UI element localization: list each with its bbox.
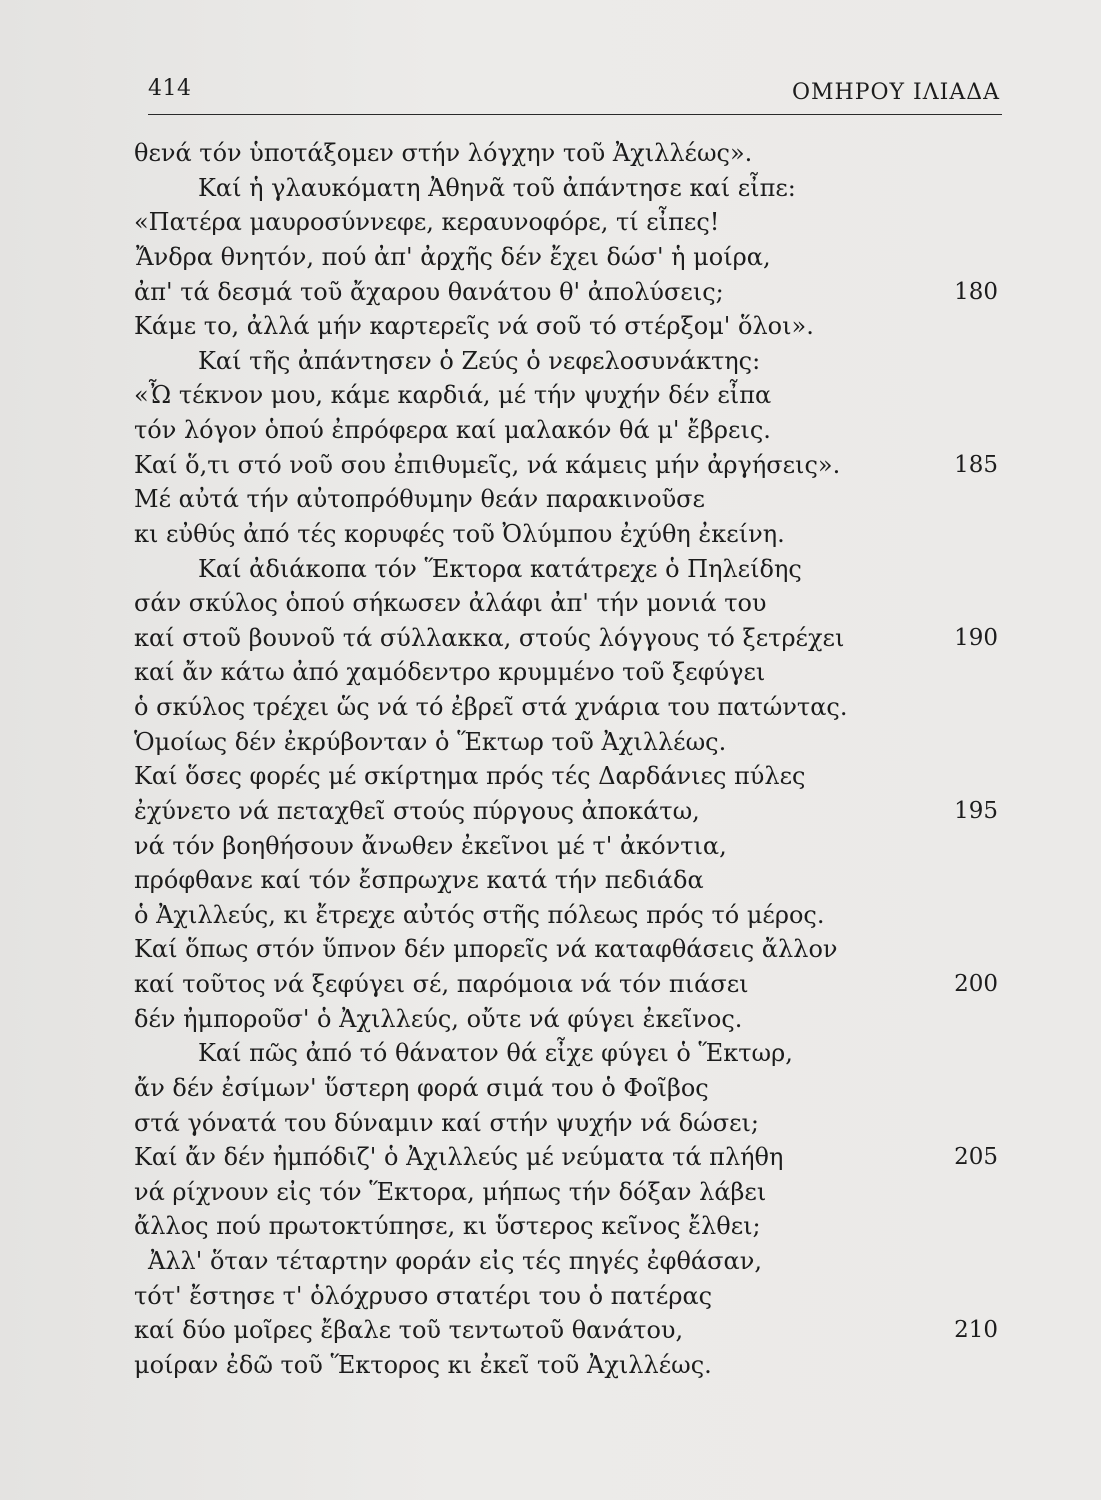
verse-line: ἄν δέν ἐσίμων' ὕστερη φορά σιμά του ὁ Φοῖβος: [134, 1073, 709, 1102]
verse-line: νά τόν βοηθήσουν ἄνωθεν ἐκεῖνοι μέ τ' ἀκόντια,: [134, 831, 727, 860]
verse-line: Μέ αὐτά τήν αὐτοπρόθυμην θεάν παρακινοῦσε: [134, 485, 705, 514]
verse-line: Καί πῶς ἀπό τό θάνατον θά εἶχε φύγει ὁ Ἕκτωρ,: [198, 1039, 793, 1068]
verse-line: πρόφθανε καί τόν ἔσπρωχνε κατά τήν πεδιάδα: [134, 866, 704, 895]
verse-number: 200: [954, 971, 998, 997]
verse-line: Κάμε το, ἀλλά μήν καρτερεῖς νά σοῦ τό στέρξομ' ὅλοι».: [134, 312, 814, 341]
verse-line: Καί ἄν δέν ἠμπόδιζ' ὁ Ἀχιλλεύς μέ νεύματα τά πλήθη 205: [0, 1140, 1101, 1175]
verse-line: τόν λόγον ὁπού ἐπρόφερα καί μαλακόν θά μ' ἔβρεις.: [134, 416, 771, 444]
verse-line: καί στοῦ βουνοῦ τά σύλλακκα, στούς λόγγους τό ξετρέχει 190: [0, 621, 1101, 656]
verse-line: ὁ Ἀχιλλεύς, κι ἔτρεχε αὐτός στῆς πόλεως πρός τό μέρος.: [134, 900, 825, 929]
verse-line: Καί ὅπως στόν ὕπνον δέν μπορεῖς νά καταφθάσεις ἄλλον: [134, 935, 838, 964]
page-header: [148, 70, 1000, 110]
verse-line: ὁ σκύλος τρέχει ὥς νά τό ἐβρεῖ στά χνάρια του πατώντας.: [134, 693, 848, 721]
verse-number: 205: [954, 1144, 998, 1171]
verse-line: Ἀλλ' ὅταν τέταρτην φοράν εἰς τές πηγές ἐφθάσαν,: [148, 1247, 762, 1275]
verse-number: 195: [954, 797, 998, 824]
running-title: ΟΜΗΡΟΥ ΙΛΙΑΔΑ: [791, 80, 1000, 105]
verse-line: ἄλλος πού πρωτοκτύπησε, κι ὕστερος κεῖνος ἔλθει;: [134, 1212, 761, 1241]
verse-line: Καί ἀδιάκοπα τόν Ἕκτορα κατάτρεχε ὁ Πηλείδης: [198, 554, 802, 583]
verse-line: «Ὦ τέκνον μου, κάμε καρδιά, μέ τήν ψυχήν δέν εἶπα: [134, 381, 772, 410]
header-rule: [148, 114, 1002, 115]
verse-number: 180: [954, 278, 998, 305]
verse-line: Καί τῆς ἀπάντησεν ὁ Ζεύς ὁ νεφελοσυνάκτης:: [198, 346, 761, 375]
verse-line: Καί ὅ,τι στό νοῦ σου ἐπιθυμεῖς, νά κάμεις μήν ἀργήσεις». 185: [0, 448, 1101, 483]
verse-line: Ὁμοίως δέν ἐκρύβονταν ὁ Ἕκτωρ τοῦ Ἀχιλλέως.: [134, 727, 727, 756]
verse-line: δέν ἠμποροῦσ' ὁ Ἀχιλλεύς, οὔτε νά φύγει ἐκεῖνος.: [134, 1004, 743, 1033]
verse-line: στά γόνατά του δύναμιν καί στήν ψυχήν νά δώσει;: [134, 1108, 760, 1137]
verse-text-block: [0, 136, 1101, 1383]
verse-line: Ἄνδρα θνητόν, πού ἀπ' ἀρχῆς δέν ἔχει δώσ' ἡ μοίρα,: [136, 242, 771, 271]
verse-line: κι εὐθύς ἀπό τές κορυφές τοῦ Ὀλύμπου ἐχύθη ἐκείνη.: [134, 519, 785, 548]
verse-line: καί δύο μοῖρες ἔβαλε τοῦ τεντωτοῦ θανάτου, 210: [0, 1313, 1101, 1348]
verse-line: μοίραν ἐδῶ τοῦ Ἕκτορος κι ἐκεῖ τοῦ Ἀχιλλέως.: [134, 1350, 712, 1379]
verse-line: τότ' ἔστησε τ' ὁλόχρυσο στατέρι του ὁ πατέρας: [134, 1281, 713, 1310]
verse-line: καί τοῦτος νά ξεφύγει σέ, παρόμοια νά τόν πιάσει 200: [0, 967, 1101, 1002]
verse-line: ἐχύνετο νά πεταχθεῖ στούς πύργους ἀποκάτω, 195: [0, 794, 1101, 829]
verse-line: Καί ὅσες φορές μέ σκίρτημα πρός τές Δαρδάνιες πύλες: [134, 762, 806, 791]
verse-line: καί ἄν κάτω ἀπό χαμόδεντρο κρυμμένο τοῦ ξεφύγει: [134, 658, 766, 687]
page-number: 414: [148, 76, 192, 101]
verse-line: σάν σκύλος ὁπού σήκωσεν ἀλάφι ἀπ' τήν μονιά του: [134, 589, 767, 618]
verse-number: 190: [954, 624, 998, 651]
verse-line: «Πατέρα μαυροσύννεφε, κεραυνοφόρε, τί εἶπες!: [134, 208, 720, 237]
verse-line: νά ρίχνουν εἰς τόν Ἕκτορα, μήπως τήν δόξαν λάβει: [134, 1177, 767, 1206]
verse-line: θενά τόν ὑποτάξομεν στήν λόγχην τοῦ Ἀχιλλέως».: [134, 139, 753, 167]
verse-line: Καί ἡ γλαυκόματη Ἀθηνᾶ τοῦ ἀπάντησε καί εἶπε:: [198, 173, 796, 202]
verse-number: 210: [954, 1317, 998, 1344]
verse-line: ἀπ' τά δεσμά τοῦ ἄχαρου θανάτου θ' ἀπολύσεις; 180: [0, 275, 1101, 310]
verse-number: 185: [954, 451, 998, 478]
